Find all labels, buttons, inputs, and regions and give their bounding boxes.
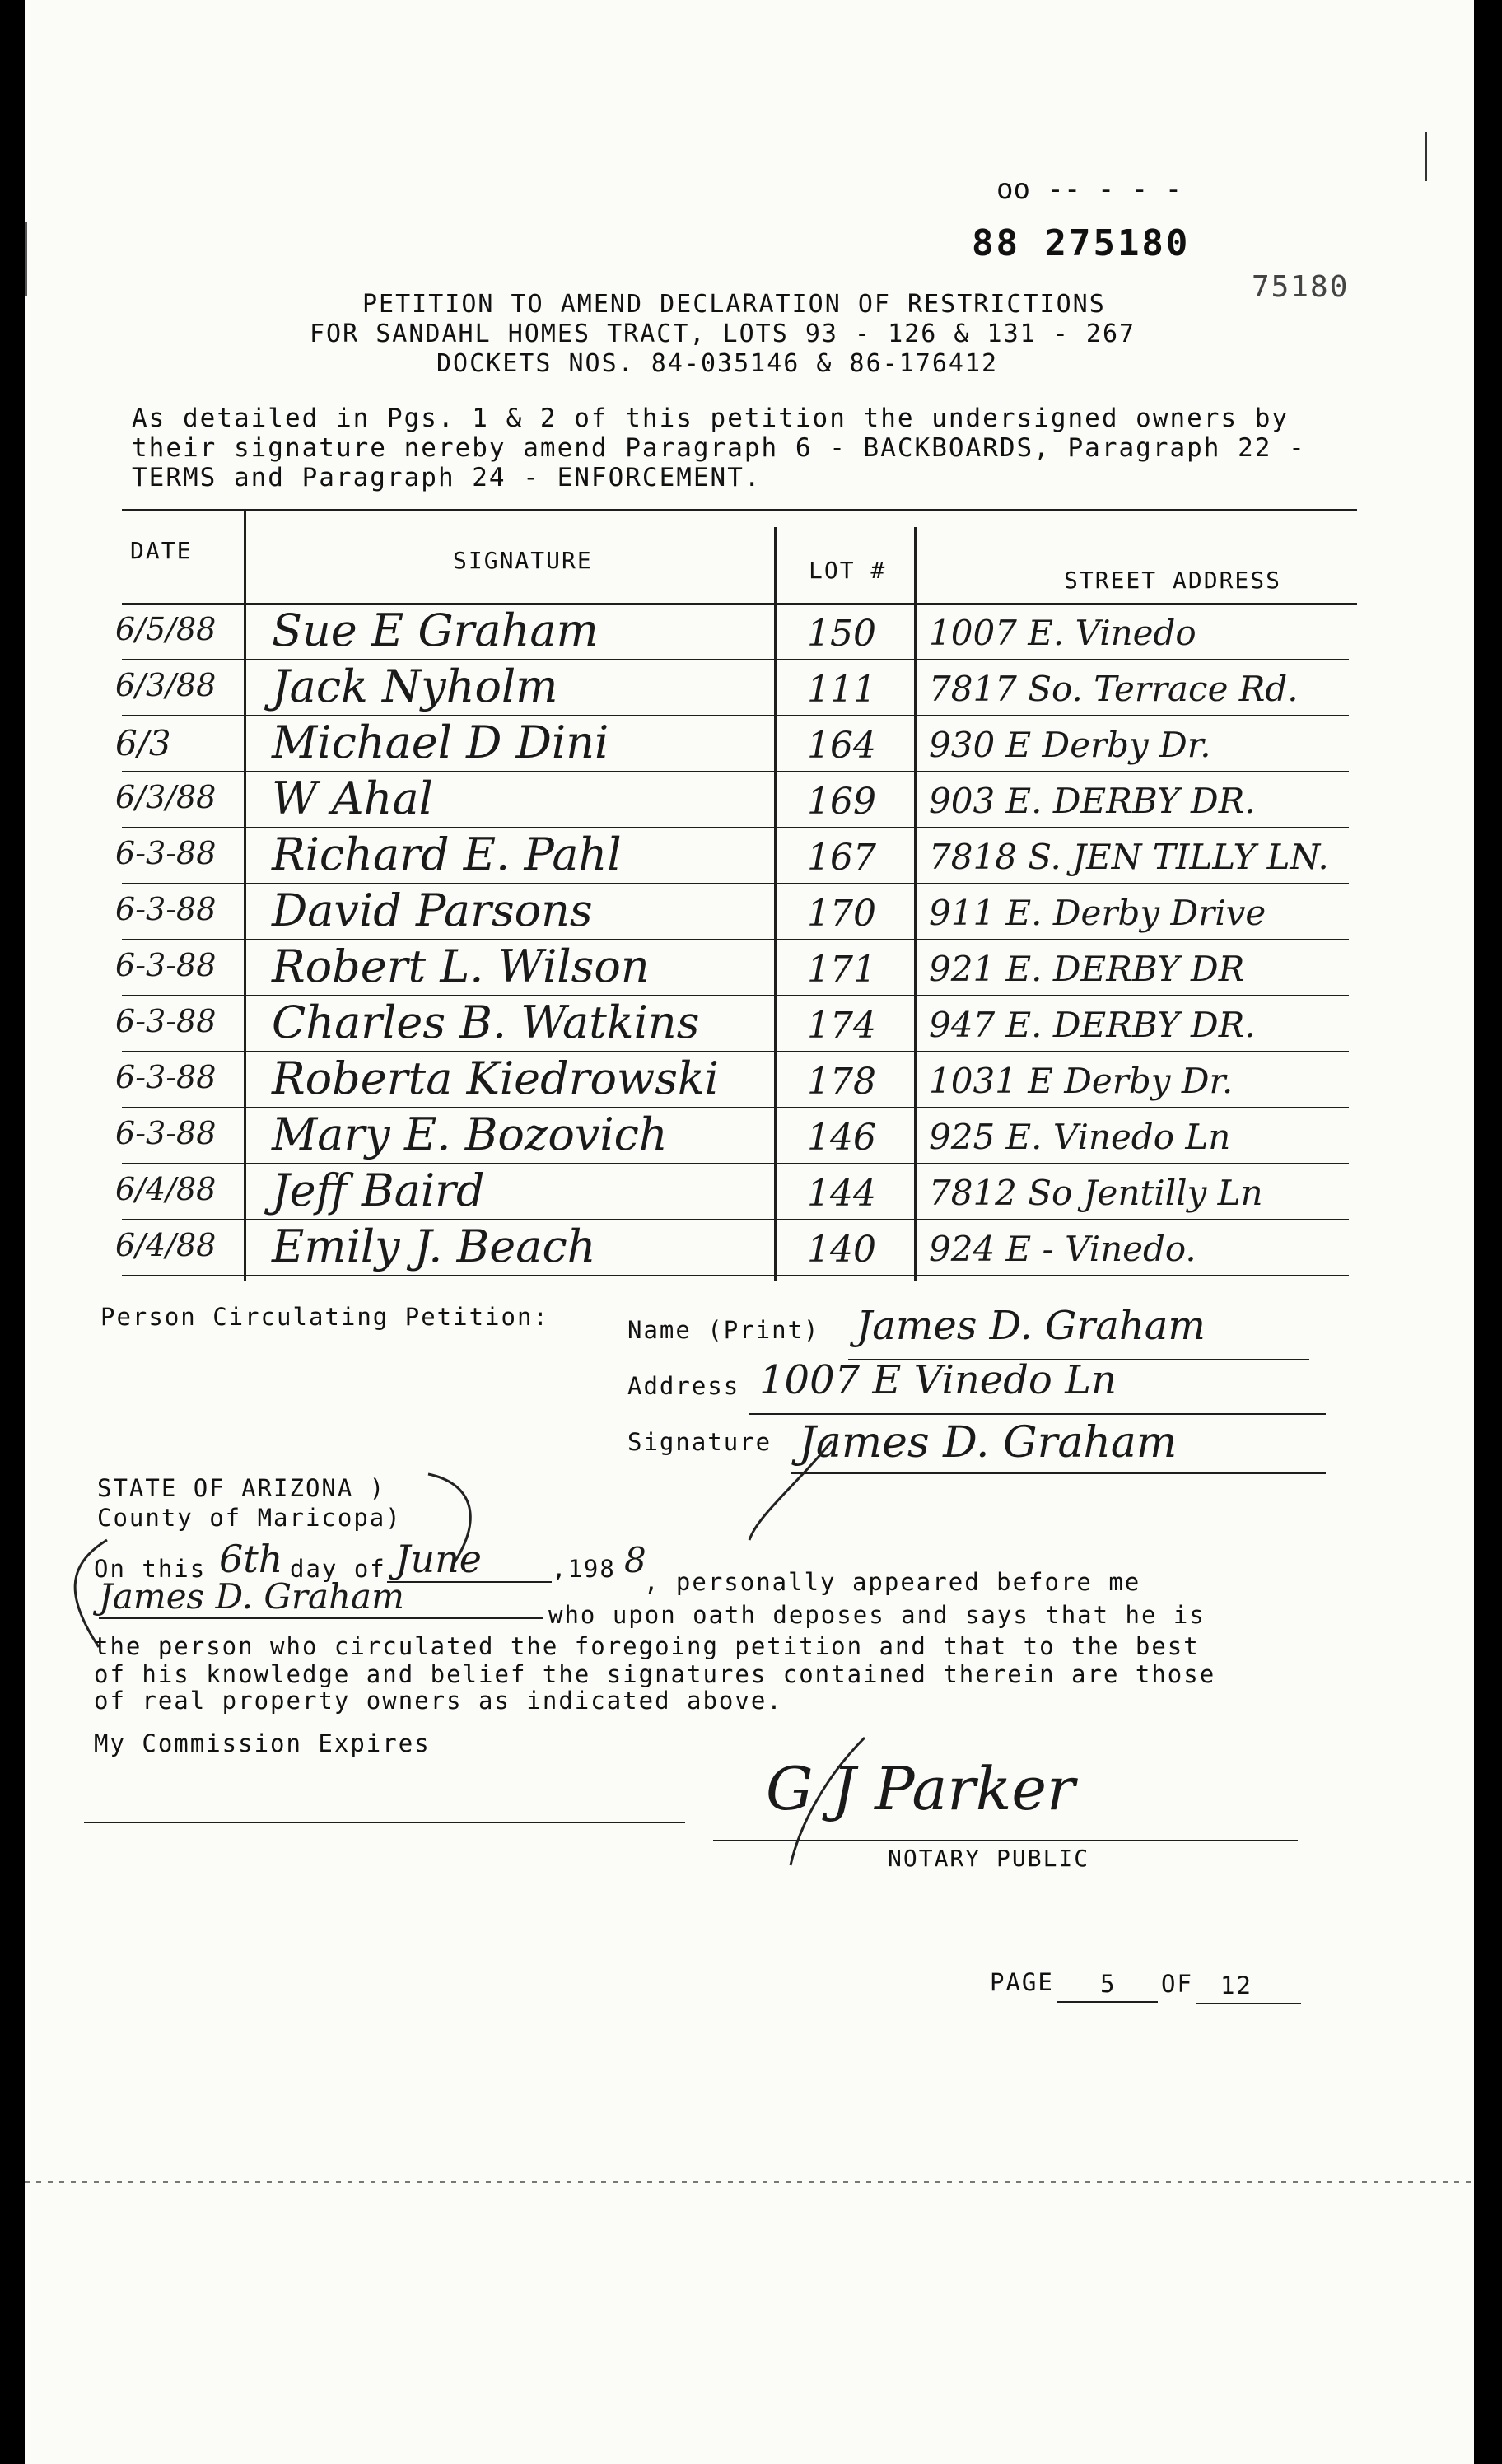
- circulator-label: Person Circulating Petition:: [100, 1303, 549, 1331]
- row-lot: 164: [807, 725, 876, 767]
- notary-year-prefix: ,198: [552, 1555, 616, 1583]
- row-date: 6/4/88: [115, 1227, 217, 1263]
- row-lot: 167: [807, 837, 876, 879]
- document-page: [25, 0, 1474, 2464]
- page-total-line: [1196, 2003, 1301, 2004]
- row-rule: [122, 1275, 1349, 1276]
- row-address: 924 E - Vinedo.: [929, 1229, 1196, 1269]
- notary-county: County of Maricopa): [97, 1504, 402, 1532]
- row-date: 6-3-88: [115, 947, 217, 983]
- row-date: 6/4/88: [115, 1171, 217, 1207]
- row-signature: Jack Nyholm: [272, 660, 558, 712]
- row-lot: 150: [807, 613, 876, 655]
- row-date: 6-3-88: [115, 891, 217, 927]
- row-date: 6-3-88: [115, 1003, 217, 1039]
- row-signature: Jeff Baird: [272, 1164, 485, 1216]
- row-lot: 169: [807, 781, 876, 823]
- row-signature: Emily J. Beach: [272, 1220, 596, 1272]
- row-signature: Richard E. Pahl: [272, 828, 622, 880]
- page-number-line: [1057, 2001, 1158, 2003]
- row-address: 903 E. DERBY DR.: [929, 781, 1256, 821]
- circulator-name-label: Name (Print): [627, 1316, 820, 1344]
- row-signature: Michael D Dini: [272, 716, 609, 768]
- row-date: 6-3-88: [115, 1115, 217, 1151]
- notary-name-value: James D. Graham: [99, 1576, 404, 1617]
- notary-line2-rest: who upon oath deposes and says that he is: [548, 1601, 1206, 1629]
- circulator-signature-label: Signature: [627, 1428, 772, 1456]
- column-header-date: DATE: [130, 537, 193, 564]
- notary-signature-stroke: [766, 1729, 898, 1869]
- notary-month-line: [387, 1581, 552, 1583]
- row-lot: 140: [807, 1229, 876, 1271]
- table-top-rule: [122, 509, 1357, 511]
- row-date: 6/5/88: [115, 611, 217, 647]
- row-date: 6/3/88: [115, 667, 217, 703]
- notary-line3: the person who circulated the foregoing petition and that to the best: [94, 1632, 1200, 1660]
- circulator-signature-line: [791, 1472, 1326, 1474]
- stamp-top-fragment: oo -- ‑ - -: [996, 173, 1182, 206]
- row-address: 1007 E. Vinedo: [929, 613, 1196, 653]
- intro-line3: TERMS and Paragraph 24 - ENFORCEMENT.: [132, 463, 762, 492]
- row-address: 947 E. DERBY DR.: [929, 1005, 1256, 1045]
- circulator-signature-value: James D. Graham: [799, 1418, 1178, 1468]
- row-address: 911 E. Derby Drive: [929, 893, 1266, 933]
- row-address: 7812 So Jentilly Ln: [929, 1173, 1263, 1213]
- commission-line: [84, 1822, 685, 1823]
- notary-state: STATE OF ARIZONA ): [97, 1474, 386, 1502]
- column-header-lot: LOT #: [809, 557, 887, 584]
- row-lot: 174: [807, 1005, 876, 1047]
- notary-month-value: June: [395, 1537, 482, 1581]
- row-address: 1031 E Derby Dr.: [929, 1061, 1234, 1101]
- table-col-rule: [774, 527, 777, 1281]
- row-signature: David Parsons: [272, 884, 593, 936]
- notary-line5: of real property owners as indicated above.: [94, 1687, 783, 1715]
- signature-flourish: [741, 1433, 840, 1548]
- row-signature: W Ahal: [272, 772, 433, 824]
- notary-signature-line: [713, 1840, 1298, 1841]
- row-address: 925 E. Vinedo Ln: [929, 1117, 1231, 1157]
- scan-noise-line: [25, 2181, 1474, 2183]
- petition-title-line3: DOCKETS NOS. 84-035146 & 86-176412: [436, 349, 999, 378]
- scan-edge-mark: [1425, 132, 1427, 181]
- petition-title-line2: FOR SANDAHL HOMES TRACT, LOTS 93 - 126 & 131 - 267: [310, 320, 1136, 348]
- page-number: 5: [1100, 1970, 1117, 1998]
- notary-day-value: 6th: [219, 1537, 283, 1581]
- row-date: 6/3: [115, 723, 171, 763]
- row-lot: 170: [807, 893, 876, 935]
- row-lot: 171: [807, 949, 876, 991]
- page-label: PAGE: [990, 1968, 1054, 1996]
- row-lot: 111: [807, 669, 876, 711]
- row-date: 6-3-88: [115, 835, 217, 871]
- circulator-address-value: 1007 E Vinedo Ln: [759, 1357, 1117, 1403]
- row-address: 7818 S. JEN TILLY LN.: [929, 837, 1329, 877]
- notary-public-label: NOTARY PUBLIC: [888, 1845, 1090, 1872]
- table-col-rule: [244, 511, 246, 1281]
- row-address: 7817 So. Terrace Rd.: [929, 669, 1299, 709]
- row-signature: Mary E. Bozovich: [272, 1108, 668, 1160]
- column-header-signature: SIGNATURE: [453, 547, 593, 574]
- circulator-address-line: [749, 1413, 1326, 1415]
- row-signature: Roberta Kiedrowski: [272, 1052, 719, 1104]
- row-lot: 146: [807, 1117, 876, 1159]
- notary-line4: of his knowledge and belief the signatures contained therein are those: [94, 1660, 1216, 1688]
- petition-title-line1: PETITION TO AMEND DECLARATION OF RESTRICTIONS: [362, 290, 1106, 319]
- notary-appeared: , personally appeared before me: [644, 1568, 1141, 1596]
- row-address: 921 E. DERBY DR: [929, 949, 1245, 989]
- page-total: 12: [1220, 1972, 1252, 2000]
- intro-line2: their signature nereby amend Paragraph 6 - BACKBOARDS, Paragraph 22 -: [132, 433, 1306, 463]
- intro-line1: As detailed in Pgs. 1 & 2 of this petition the undersigned owners by: [132, 404, 1290, 433]
- row-date: 6-3-88: [115, 1059, 217, 1095]
- table-col-rule: [914, 527, 917, 1281]
- column-header-address: STREET ADDRESS: [1064, 567, 1282, 594]
- recording-number: 88 275180: [972, 222, 1191, 264]
- notary-on-this: On this: [94, 1555, 207, 1583]
- scan-edge-mark: [25, 222, 27, 296]
- commission-expires: My Commission Expires: [94, 1729, 431, 1757]
- row-address: 930 E Derby Dr.: [929, 725, 1211, 765]
- row-date: 6/3/88: [115, 779, 217, 815]
- notary-day-of: day of: [290, 1555, 386, 1583]
- row-lot: 144: [807, 1173, 876, 1215]
- notary-signature: G J Parker: [766, 1754, 1075, 1823]
- row-signature: Sue E Graham: [272, 604, 599, 656]
- row-signature: Robert L. Wilson: [272, 940, 650, 992]
- row-signature: Charles B. Watkins: [272, 996, 700, 1048]
- circulator-address-label: Address: [627, 1372, 740, 1400]
- notary-name-line: [99, 1617, 543, 1619]
- page-of-label: OF: [1161, 1970, 1193, 1998]
- circulator-name-value: James D. Graham: [856, 1303, 1206, 1349]
- notary-year-value: 8: [624, 1540, 646, 1580]
- row-lot: 178: [807, 1061, 876, 1103]
- side-stamp-number: 75180: [1252, 270, 1350, 304]
